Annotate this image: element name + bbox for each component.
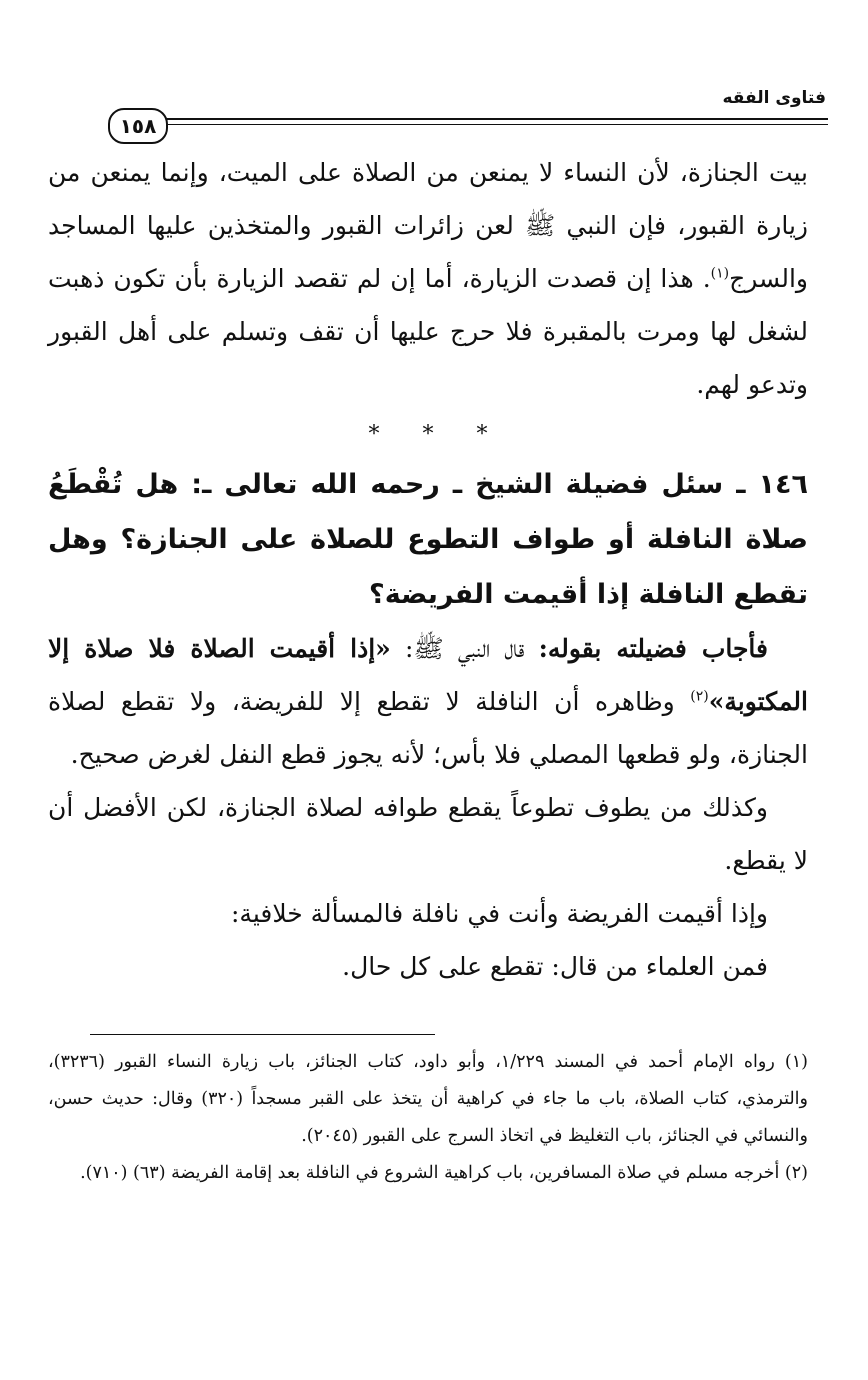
paragraph-1-text: بيت الجنازة، لأن النساء لا يمنعن من الصلاة على الميت، وإنما يمنعن من زيارة القبور، فإن النبي ﷺ لعن زائرات القبور والمتخذين عليها المساجد والسرج bbox=[48, 158, 808, 293]
paragraph-4: وإذا أقيمت الفريضة وأنت في نافلة فالمسألة خلافية: bbox=[231, 899, 768, 928]
paragraph-1-tail: . هذا إن قصدت الزيارة، أما إن لم تقصد الزيارة بأن تكون ذهبت لشغل لها ومرت بالمقبرة فلا حرج عليها أن تقف وتسلم على أهل القبور وتدعو لهم. bbox=[48, 264, 808, 399]
footnote-2: (٢) أخرجه مسلم في صلاة المسافرين، باب كراهية الشروع في النافلة بعد إقامة الفريضة (٦٣) (٧١٠). bbox=[80, 1163, 808, 1183]
running-header-title: فتاوى الفقه bbox=[722, 88, 826, 108]
answer-lead: فأجاب فضيلته بقوله: bbox=[538, 634, 768, 663]
footnote-1: (١) رواه الإمام أحمد في المسند ١/٢٢٩، وأبو داود، كتاب الجنائز، باب زيارة النساء القبور (٣٢٣٦)، والترمذي، كتاب الصلاة، باب ما جاء في كراهية أن يتخذ على القبر مسجداً (٣٢٠) وقال: حديث حسن، والنسائي في الجنائز، باب التغليظ في اتخاذ السرج على القبور (٢٠٤٥). bbox=[48, 1052, 808, 1146]
paragraph-3: وكذلك من يطوف تطوعاً يقطع طوافه لصلاة الجنازة، لكن الأفضل أن لا يقطع. bbox=[48, 793, 808, 875]
paragraph-5: فمن العلماء من قال: تقطع على كل حال. bbox=[342, 952, 768, 981]
question-146: ١٤٦ ـ سئل فضيلة الشيخ ـ رحمه الله تعالى ـ: هل تُقْطَعُ صلاة النافلة أو طواف التطوع للصلاة على الجنازة؟ وهل تقطع النافلة إذا أقيمت الفريضة؟ bbox=[48, 469, 808, 610]
footnotes bbox=[48, 1044, 808, 1192]
answer-mid: قال النبي ﷺ: bbox=[390, 634, 539, 663]
header-rule bbox=[150, 118, 828, 120]
answer-paragraph bbox=[48, 622, 808, 781]
paragraph-1 bbox=[48, 146, 808, 411]
main-text bbox=[48, 146, 808, 993]
hadith-quote: «إذا أقيمت الصلاة فلا صلاة إلا المكتوبة» bbox=[48, 634, 808, 716]
header-rule-thin bbox=[150, 124, 828, 125]
footnote-ref-2: (٢) bbox=[690, 688, 709, 705]
page-number: ١٥٨ bbox=[108, 108, 168, 144]
footnote-ref-1: (١) bbox=[710, 265, 730, 282]
footnote-rule bbox=[90, 1034, 435, 1035]
answer-tail: وظاهره أن النافلة لا تقطع إلا للفريضة، ولا تقطع لصلاة الجنازة، ولو قطعها المصلي فلا بأس؛ لأنه يجوز قطع النفل لغرض صحيح. bbox=[48, 687, 808, 769]
section-separator: * * * bbox=[368, 422, 488, 447]
